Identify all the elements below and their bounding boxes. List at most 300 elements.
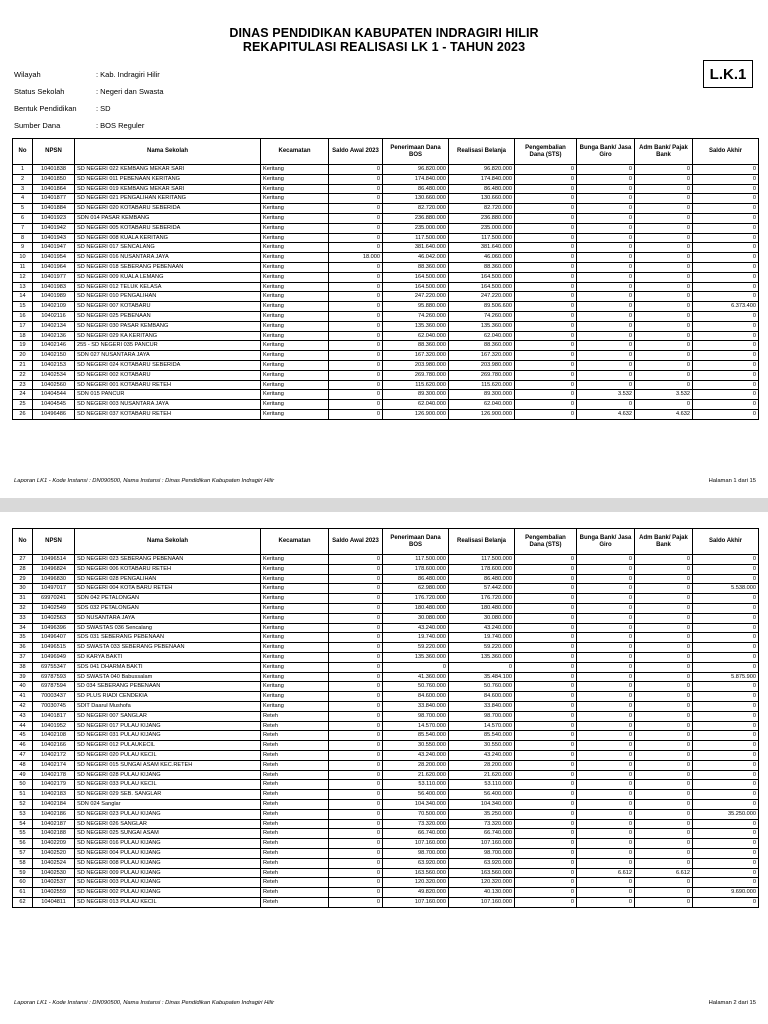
cell-bos-receipt: 86.480.000	[383, 184, 449, 194]
cell-refund: 0	[515, 390, 577, 400]
cell-npsn: 10401989	[33, 292, 75, 302]
cell-bank-fee: 0	[635, 184, 693, 194]
cell-no: 27	[13, 555, 33, 565]
cell-opening-balance: 0	[329, 351, 383, 361]
meta-label: Wilayah	[14, 70, 41, 79]
cell-bank-interest: 0	[577, 760, 635, 770]
table-row	[13, 897, 759, 907]
cell-npsn: 10401850	[33, 174, 75, 184]
cell-opening-balance: 0	[329, 839, 383, 849]
cell-no: 4	[13, 194, 33, 204]
meta-value: : Negeri dan Swasta	[96, 87, 164, 96]
cell-bos-receipt: 46.042.000	[383, 253, 449, 263]
cell-refund: 0	[515, 888, 577, 898]
cell-bank-interest: 0	[577, 711, 635, 721]
cell-closing-balance: 0	[693, 223, 759, 233]
cell-bank-fee: 0	[635, 174, 693, 184]
cell-bos-receipt: 19.740.000	[383, 633, 449, 643]
cell-spending: 117.500.000	[449, 233, 515, 243]
cell-bank-fee: 0	[635, 652, 693, 662]
cell-refund: 0	[515, 321, 577, 331]
cell-bank-interest: 0	[577, 603, 635, 613]
cell-district: Keritang	[261, 282, 329, 292]
cell-bos-receipt: 66.740.000	[383, 829, 449, 839]
cell-bos-receipt: 167.320.000	[383, 351, 449, 361]
cell-no: 42	[13, 701, 33, 711]
cell-spending: 167.320.000	[449, 351, 515, 361]
cell-bos-receipt: 135.360.000	[383, 652, 449, 662]
cell-opening-balance: 0	[329, 731, 383, 741]
cell-opening-balance: 0	[329, 858, 383, 868]
cell-no: 54	[13, 819, 33, 829]
cell-bank-fee: 0	[635, 613, 693, 623]
cell-bos-receipt: 95.880.000	[383, 302, 449, 312]
cell-spending: 86.480.000	[449, 574, 515, 584]
cell-no: 59	[13, 868, 33, 878]
cell-opening-balance: 0	[329, 555, 383, 565]
cell-closing-balance: 0	[693, 741, 759, 751]
cell-refund: 0	[515, 223, 577, 233]
cell-bos-receipt: 98.700.000	[383, 848, 449, 858]
cell-spending: 74.260.000	[449, 311, 515, 321]
cell-refund: 0	[515, 584, 577, 594]
cell-bank-interest: 0	[577, 643, 635, 653]
cell-district: Keritang	[261, 701, 329, 711]
cell-npsn: 10402134	[33, 321, 75, 331]
cell-opening-balance: 0	[329, 331, 383, 341]
cell-spending: 33.840.000	[449, 701, 515, 711]
cell-bank-fee: 0	[635, 292, 693, 302]
cell-npsn: 10402537	[33, 878, 75, 888]
cell-spending: 19.740.000	[449, 633, 515, 643]
table-row	[13, 302, 759, 312]
cell-opening-balance: 0	[329, 897, 383, 907]
cell-bank-interest: 0	[577, 243, 635, 253]
cell-npsn: 10402563	[33, 613, 75, 623]
cell-no: 37	[13, 652, 33, 662]
cell-district: Keritang	[261, 400, 329, 410]
table-row	[13, 780, 759, 790]
table-row	[13, 282, 759, 292]
cell-bos-receipt: 43.240.000	[383, 750, 449, 760]
cell-bank-interest: 0	[577, 184, 635, 194]
cell-district: Keritang	[261, 243, 329, 253]
cell-school-name: SD NEGERI 008 KUALA KERITANG	[75, 233, 261, 243]
cell-bank-fee: 0	[635, 819, 693, 829]
cell-district: Keritang	[261, 194, 329, 204]
cell-spending: 178.600.000	[449, 564, 515, 574]
cell-bos-receipt: 269.780.000	[383, 370, 449, 380]
cell-refund: 0	[515, 360, 577, 370]
cell-opening-balance: 0	[329, 204, 383, 214]
cell-spending: 104.340.000	[449, 799, 515, 809]
cell-no: 62	[13, 897, 33, 907]
cell-district: Keritang	[261, 652, 329, 662]
cell-district: Keritang	[261, 633, 329, 643]
cell-no: 49	[13, 770, 33, 780]
cell-school-name: SD NEGERI 004 KOTA BARU RETEH	[75, 584, 261, 594]
table-row	[13, 839, 759, 849]
cell-npsn: 10402186	[33, 809, 75, 819]
cell-bank-fee: 0	[635, 799, 693, 809]
table-row	[13, 672, 759, 682]
cell-spending: 381.640.000	[449, 243, 515, 253]
cell-bank-interest: 0	[577, 594, 635, 604]
cell-npsn: 10402524	[33, 858, 75, 868]
cell-closing-balance: 0	[693, 799, 759, 809]
cell-district: Reteh	[261, 741, 329, 751]
cell-closing-balance: 0	[693, 243, 759, 253]
cell-no: 11	[13, 262, 33, 272]
cell-bank-interest: 0	[577, 819, 635, 829]
cell-spending: 89.300.000	[449, 390, 515, 400]
cell-bos-receipt: 41.360.000	[383, 672, 449, 682]
cell-refund: 0	[515, 790, 577, 800]
cell-no: 28	[13, 564, 33, 574]
cell-npsn: 10402108	[33, 731, 75, 741]
cell-school-name: SD NEGERI 022 KEMBANG MEKAR SARI	[75, 165, 261, 175]
cell-opening-balance: 0	[329, 701, 383, 711]
cell-bank-interest: 0	[577, 848, 635, 858]
cell-school-name: SD NUSANTARA JAYA	[75, 613, 261, 623]
cell-district: Keritang	[261, 341, 329, 351]
cell-refund: 0	[515, 253, 577, 263]
cell-no: 41	[13, 692, 33, 702]
col-bank-interest: Bunga Bank/ Jasa Giro	[577, 139, 635, 165]
table-row	[13, 360, 759, 370]
cell-npsn: 10402530	[33, 868, 75, 878]
cell-school-name: SD NEGERI 037 KOTABARU RETEH	[75, 409, 261, 419]
cell-closing-balance: 0	[693, 204, 759, 214]
table-row	[13, 623, 759, 633]
cell-bos-receipt: 62.040.000	[383, 331, 449, 341]
table-row	[13, 223, 759, 233]
cell-district: Reteh	[261, 790, 329, 800]
cell-refund: 0	[515, 603, 577, 613]
cell-school-name: SDN 024 Sanglar	[75, 799, 261, 809]
meta-value: : SD	[96, 104, 111, 113]
table-row	[13, 243, 759, 253]
table-row	[13, 741, 759, 751]
cell-school-name: SD NEGERI 011 PEBENAAN KERITANG	[75, 174, 261, 184]
cell-refund: 0	[515, 701, 577, 711]
cell-refund: 0	[515, 262, 577, 272]
table-row	[13, 174, 759, 184]
cell-refund: 0	[515, 292, 577, 302]
table-row	[13, 370, 759, 380]
cell-school-name: SD NEGERI 031 PULAU KIJANG	[75, 731, 261, 741]
cell-district: Keritang	[261, 584, 329, 594]
cell-bos-receipt: 53.110.000	[383, 780, 449, 790]
cell-no: 51	[13, 790, 33, 800]
cell-spending: 62.040.000	[449, 331, 515, 341]
cell-closing-balance: 0	[693, 858, 759, 868]
cell-closing-balance: 0	[693, 253, 759, 263]
cell-bank-fee: 0	[635, 574, 693, 584]
cell-spending: 50.760.000	[449, 682, 515, 692]
cell-npsn: 10401947	[33, 243, 75, 253]
cell-school-name: SD NEGERI 004 PULAU KIJANG	[75, 848, 261, 858]
table-row	[13, 790, 759, 800]
cell-district: Reteh	[261, 858, 329, 868]
cell-npsn: 10401838	[33, 165, 75, 175]
cell-school-name: SD SWASTA 040 Babussalam	[75, 672, 261, 682]
cell-bank-interest: 0	[577, 613, 635, 623]
cell-district: Keritang	[261, 213, 329, 223]
cell-no: 32	[13, 603, 33, 613]
cell-bank-interest: 0	[577, 311, 635, 321]
cell-district: Keritang	[261, 564, 329, 574]
cell-refund: 0	[515, 194, 577, 204]
cell-spending: 107.160.000	[449, 839, 515, 849]
table-row	[13, 272, 759, 282]
cell-school-name: 255 - SD NEGERI 035 PANCUR	[75, 341, 261, 351]
cell-bos-receipt: 50.760.000	[383, 682, 449, 692]
cell-spending: 89.506.600	[449, 302, 515, 312]
cell-school-name: SD NEGERI 003 PULAU KIJANG	[75, 878, 261, 888]
table-row	[13, 165, 759, 175]
meta-row	[14, 117, 164, 134]
cell-no: 60	[13, 878, 33, 888]
cell-opening-balance: 0	[329, 643, 383, 653]
col-district: Kecamatan	[261, 529, 329, 555]
cell-npsn: 10402520	[33, 848, 75, 858]
cell-opening-balance: 0	[329, 409, 383, 419]
cell-bank-interest: 0	[577, 584, 635, 594]
cell-npsn: 10402153	[33, 360, 75, 370]
cell-closing-balance: 0	[693, 731, 759, 741]
cell-npsn: 10404811	[33, 897, 75, 907]
cell-bank-fee: 0	[635, 711, 693, 721]
cell-bank-fee: 0	[635, 662, 693, 672]
cell-opening-balance: 0	[329, 809, 383, 819]
cell-bos-receipt: 56.400.000	[383, 790, 449, 800]
cell-spending: 53.110.000	[449, 780, 515, 790]
cell-spending: 163.560.000	[449, 868, 515, 878]
table-row	[13, 692, 759, 702]
cell-spending: 180.480.000	[449, 603, 515, 613]
cell-no: 6	[13, 213, 33, 223]
cell-npsn: 69970241	[33, 594, 75, 604]
cell-refund: 0	[515, 731, 577, 741]
meta-label: Bentuk Pendidikan	[14, 104, 77, 113]
cell-district: Reteh	[261, 780, 329, 790]
table-row	[13, 829, 759, 839]
cell-closing-balance: 0	[693, 721, 759, 731]
report-meta	[14, 66, 164, 134]
cell-bank-fee: 0	[635, 848, 693, 858]
cell-spending: 82.720.000	[449, 204, 515, 214]
cell-bank-interest: 0	[577, 829, 635, 839]
cell-district: Keritang	[261, 594, 329, 604]
cell-spending: 236.880.000	[449, 213, 515, 223]
cell-refund: 0	[515, 643, 577, 653]
table-row	[13, 341, 759, 351]
cell-no: 35	[13, 633, 33, 643]
cell-no: 50	[13, 780, 33, 790]
table-row	[13, 731, 759, 741]
cell-no: 44	[13, 721, 33, 731]
cell-bank-fee: 0	[635, 262, 693, 272]
cell-bos-receipt: 62.040.000	[383, 400, 449, 410]
cell-bank-interest: 4.632	[577, 409, 635, 419]
col-no: No	[13, 529, 33, 555]
cell-district: Keritang	[261, 360, 329, 370]
cell-spending: 126.900.000	[449, 409, 515, 419]
cell-refund: 0	[515, 760, 577, 770]
cell-closing-balance: 0	[693, 400, 759, 410]
cell-closing-balance: 0	[693, 233, 759, 243]
cell-spending: 98.700.000	[449, 711, 515, 721]
table-row	[13, 750, 759, 760]
cell-opening-balance: 0	[329, 868, 383, 878]
cell-npsn: 10401817	[33, 711, 75, 721]
table-row	[13, 809, 759, 819]
cell-opening-balance: 0	[329, 888, 383, 898]
table-row	[13, 848, 759, 858]
cell-spending: 120.320.000	[449, 878, 515, 888]
cell-closing-balance: 0	[693, 311, 759, 321]
cell-npsn: 10496949	[33, 652, 75, 662]
cell-district: Keritang	[261, 662, 329, 672]
table-row	[13, 603, 759, 613]
cell-closing-balance: 0	[693, 564, 759, 574]
cell-refund: 0	[515, 574, 577, 584]
cell-bank-fee: 0	[635, 233, 693, 243]
cell-no: 22	[13, 370, 33, 380]
cell-opening-balance: 0	[329, 760, 383, 770]
cell-spending: 43.240.000	[449, 750, 515, 760]
cell-npsn: 10496824	[33, 564, 75, 574]
cell-bank-interest: 0	[577, 380, 635, 390]
cell-spending: 62.040.000	[449, 400, 515, 410]
cell-bank-interest: 0	[577, 262, 635, 272]
cell-district: Keritang	[261, 272, 329, 282]
cell-npsn: 10496830	[33, 574, 75, 584]
cell-district: Reteh	[261, 809, 329, 819]
table-row	[13, 701, 759, 711]
cell-spending: 21.620.000	[449, 770, 515, 780]
cell-opening-balance: 0	[329, 652, 383, 662]
col-npsn: NPSN	[33, 139, 75, 165]
cell-district: Keritang	[261, 555, 329, 565]
cell-school-name: SD NEGERI 024 KOTABARU SEBERIDA	[75, 360, 261, 370]
cell-refund: 0	[515, 174, 577, 184]
cell-bank-fee: 0	[635, 829, 693, 839]
cell-school-name: SD NEGERI 009 PULAU KIJANG	[75, 868, 261, 878]
cell-bank-fee: 4.632	[635, 409, 693, 419]
cell-bank-fee: 3.532	[635, 390, 693, 400]
cell-npsn: 10402179	[33, 780, 75, 790]
cell-district: Keritang	[261, 623, 329, 633]
cell-npsn: 69755347	[33, 662, 75, 672]
cell-closing-balance: 0	[693, 194, 759, 204]
cell-no: 45	[13, 731, 33, 741]
cell-refund: 0	[515, 839, 577, 849]
cell-no: 52	[13, 799, 33, 809]
cell-opening-balance: 0	[329, 780, 383, 790]
cell-opening-balance: 0	[329, 272, 383, 282]
cell-bos-receipt: 82.720.000	[383, 204, 449, 214]
cell-spending: 96.820.000	[449, 165, 515, 175]
cell-bank-fee: 0	[635, 633, 693, 643]
cell-npsn: 10402534	[33, 370, 75, 380]
cell-bank-fee: 0	[635, 839, 693, 849]
cell-bank-fee: 0	[635, 351, 693, 361]
cell-school-name: SD 034 SEBERANG PEBENAAN	[75, 682, 261, 692]
col-spending: Realisasi Belanja	[449, 139, 515, 165]
cell-district: Keritang	[261, 262, 329, 272]
cell-bank-interest: 0	[577, 555, 635, 565]
cell-bank-fee: 0	[635, 809, 693, 819]
cell-opening-balance: 0	[329, 282, 383, 292]
cell-npsn: 10496396	[33, 623, 75, 633]
cell-school-name: SDS 031 SEBERANG PEBENAAN	[75, 633, 261, 643]
cell-school-name: SD NEGERI 010 PENGALIHAN	[75, 292, 261, 302]
cell-bank-interest: 0	[577, 662, 635, 672]
table-row	[13, 584, 759, 594]
table-row	[13, 711, 759, 721]
cell-district: Reteh	[261, 888, 329, 898]
cell-bank-fee: 0	[635, 897, 693, 907]
cell-bank-fee: 0	[635, 341, 693, 351]
cell-refund: 0	[515, 858, 577, 868]
header-row	[13, 529, 759, 555]
cell-school-name: SD NEGERI 016 PULAU KIJANG	[75, 839, 261, 849]
table-row	[13, 888, 759, 898]
cell-bank-fee: 0	[635, 741, 693, 751]
cell-bank-fee: 0	[635, 360, 693, 370]
table-row	[13, 643, 759, 653]
cell-bos-receipt: 85.540.000	[383, 731, 449, 741]
cell-bank-fee: 0	[635, 213, 693, 223]
cell-opening-balance: 0	[329, 380, 383, 390]
cell-bank-interest: 0	[577, 809, 635, 819]
table-body	[13, 165, 759, 420]
cell-opening-balance: 0	[329, 370, 383, 380]
cell-refund: 0	[515, 819, 577, 829]
cell-district: Keritang	[261, 380, 329, 390]
cell-bank-interest: 0	[577, 165, 635, 175]
table-row	[13, 233, 759, 243]
cell-no: 53	[13, 809, 33, 819]
cell-spending: 57.442.000	[449, 584, 515, 594]
cell-bank-fee: 0	[635, 790, 693, 800]
cell-refund: 0	[515, 711, 577, 721]
cell-npsn: 10402560	[33, 380, 75, 390]
cell-school-name: SDS 032 PETALONGAN	[75, 603, 261, 613]
col-district: Kecamatan	[261, 139, 329, 165]
page-separator	[0, 498, 768, 512]
cell-refund: 0	[515, 302, 577, 312]
cell-bos-receipt: 104.340.000	[383, 799, 449, 809]
cell-school-name: SD NEGERI 023 PULAU KIJANG	[75, 809, 261, 819]
cell-district: Keritang	[261, 351, 329, 361]
cell-bank-interest: 0	[577, 341, 635, 351]
cell-opening-balance: 0	[329, 799, 383, 809]
cell-bank-fee: 0	[635, 165, 693, 175]
cell-opening-balance: 0	[329, 223, 383, 233]
cell-no: 17	[13, 321, 33, 331]
cell-bos-receipt: 107.160.000	[383, 839, 449, 849]
cell-npsn: 10402183	[33, 790, 75, 800]
cell-bank-fee: 0	[635, 272, 693, 282]
table-row	[13, 351, 759, 361]
cell-bos-receipt: 236.880.000	[383, 213, 449, 223]
cell-bank-fee: 0	[635, 380, 693, 390]
cell-bank-interest: 0	[577, 682, 635, 692]
cell-no: 56	[13, 839, 33, 849]
